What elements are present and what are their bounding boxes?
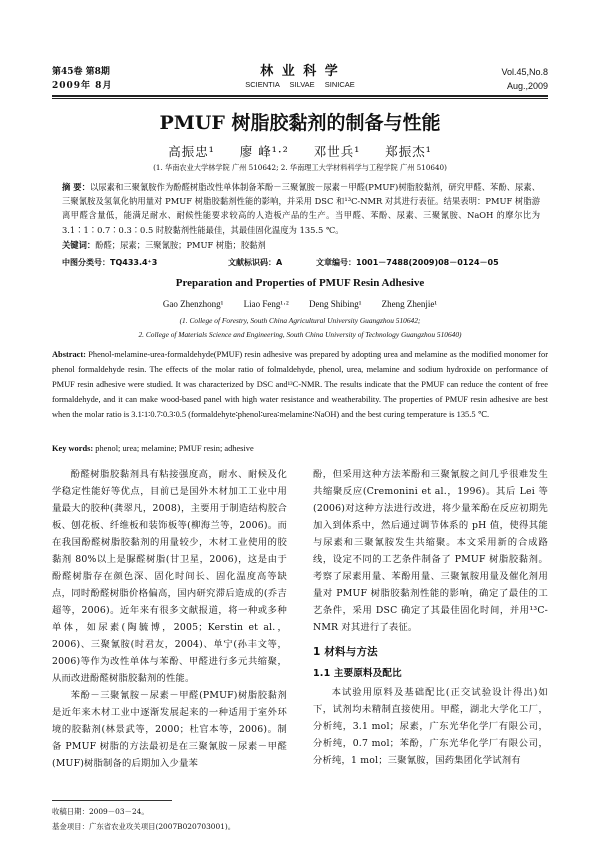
affiliation-en-2: 2. College of Materials Science and Engineering, South China University of Technology Guangzhou 510640) xyxy=(138,330,462,339)
abstract-en-text: Phenol-melamine-urea-formaldehyde(PMUF) resin adhesive was prepared by adopting urea and melamine as the modified monomer for phenol formaldehyde resin. The effects of the molar ratio of folmaldehyde, phenol, urea, melamine and sodium hydroxide on performance of PMUF resin adhesive were studied. It was characterized by DSC and¹³C-NMR. The results indicate that the PMUF can reduce the content of free formaldehyde, and it can make wood-based panel with high water resistance and weatherability. The properties of PMUF resin adhesive are best when the molar ratio is 3.1∶1∶0.7∶0.3∶0.5 (formaldehyte∶phenol∶urea∶melamine∶NaOH) and the best curing temperature is 135.5 ℃. xyxy=(52,350,549,419)
header-rule xyxy=(52,95,548,97)
body-paragraph: 本试验用原料及基础配比(正交试验设计得出)如下，试剂均未精制直接使用。甲醛，湖北大学化工厂，分析纯，3.1 mol；尿素，广东光华化学厂有限公司，分析纯，0.7 mol；苯酚，广东光华化学厂有限公司，分析纯，1 mol；三聚氰胺，国药集团化学试剂有 xyxy=(313,687,548,766)
author: 邓世兵¹ xyxy=(313,144,361,159)
author: 郑振杰¹ xyxy=(385,144,432,159)
author-en: Deng Shibing¹ xyxy=(308,299,362,309)
author-list-en xyxy=(0,299,600,309)
author-en: Gao Zhenzhong¹ xyxy=(162,299,224,309)
journal-title-cn: 林 业 科 学 xyxy=(260,64,340,79)
keywords-en-label: Key words: xyxy=(52,444,94,453)
author: 廖 峰¹·² xyxy=(239,144,289,159)
body-paragraph: 酚，但采用这种方法苯酚和三聚氰胺之间几乎很难发生共缩聚反应(Cremonini et al.，1996)。其后 Lei 等(2006)对这种方法进行改进，将少量苯酚在反应初期先加入到体系中，然后通过调节体系的 pH 值，使得其能与尿素和三聚氰胺发生共缩聚。本文采用新的合成路线，设定不同的工艺条件制备了 PMUF 树脂胶黏剂。考察了尿素用量、苯酚用量、三聚氰胺用量及催化剂用量对 PMUF 树脂胶黏剂性能的影响，确定了最佳的工艺条件，采用 DSC 确定了其最佳固化时间，并用¹³C-NMR 对其进行了表征。 xyxy=(313,469,548,633)
footnote-rule xyxy=(52,800,172,801)
volume-en: Vol.45,No.8 xyxy=(501,67,548,77)
section-heading: 1 材料与方法 xyxy=(313,646,378,658)
journal-title-en: SCIENTIA SILVAE SINICAE xyxy=(245,80,355,89)
body-paragraph: 苯酚－三聚氰胺－尿素－甲醛(PMUF)树脂胶黏剂是近年来木材工业中逐渐发展起来的一种适用于室外环境的胶黏剂(林景武等，2000；杜官本等，2006)。制备 PMUF 树脂的方法最初是在三聚氰胺－尿素－甲醛(MUF)树脂制备的后期加入少量苯 xyxy=(52,690,287,769)
body-paragraph: 酚醛树脂胶黏剂具有粘接强度高，耐水、耐候及化学稳定性能好等优点，目前已是国外木材加工工业中用量最大的胶种(龚翠凡，2008)，主要用于制造结构胶合板、刨花板、纤维板和装饰板等(柳海兰等，2006)。而在我国酚醛树脂胶黏剂的用量较少，木材工业使用的胶黏剂 80%以上是脲醛树脂(甘卫星，2006)，这是由于酚醛树脂存在颜色深、固化时间长、固化温度高等缺点，同时酚醛树脂价格偏高，国内研究滞后造成的(乔吉超等，2006)。近年来有很多文献报道，将一种或多种单体，如尿素(陶毓博，2005；Kerstin et al.，2006)、三聚氰胺(时君友，2004)、单宁(孙丰文等，2006)等作为改性单体与苯酚、甲醛进行多元共缩聚，从而改进酚醛树脂胶黏剂的性能。 xyxy=(52,469,287,684)
footnote-fund: 基金项目：广东省农业攻关项目(2007B020703001)。 xyxy=(52,822,236,831)
body-left-column xyxy=(52,466,287,772)
paper-title: PMUF 树脂胶黏剂的制备与性能 xyxy=(159,112,441,134)
clc-number: 中图分类号：TQ433.4⁺3 xyxy=(62,258,158,267)
keywords-en xyxy=(52,444,254,453)
doc-code: 文献标识码：A xyxy=(228,258,283,267)
keywords-cn-label: 关键词： xyxy=(62,240,96,250)
author-list xyxy=(0,142,600,160)
keywords-cn-text: 酚醛；尿素；三聚氰胺；PMUF 树脂；胶黏剂 xyxy=(95,240,266,250)
abstract-cn-text: 以尿素和三聚氰胺作为酚醛树脂改性单体制备苯酚－三聚氰胺－尿素－甲醛(PMUF)树脂胶黏剂，研究甲醛、苯酚、尿素、三聚氰胺及氢氧化钠用量对 PMUF 树脂胶黏剂性能的影响，并采用 DSC 和¹³C-NMR 对其进行表征。结果表明：PMUF 树脂游离甲醛含量低，能满足耐水、耐候性能要求较高的人造板产品的生产。当甲醛、苯酚、尿素、三聚氰胺、NaOH 的摩尔比为 3.1∶1∶0.7∶0.3∶0.5 时胶黏剂性能最佳，其最佳固化温度为 135.5 ℃。 xyxy=(62,182,540,235)
issue-date: 2009年 8月 xyxy=(52,81,113,91)
subsection-heading: 1.1 主要原料及配比 xyxy=(313,668,402,679)
body-right-column xyxy=(313,466,548,769)
affiliation-en-1: (1. College of Forestry, South China Agricultural University Guangzhou 510642; xyxy=(179,316,421,325)
date-en: Aug.,2009 xyxy=(506,81,548,91)
keywords-en-text: phenol; urea; melamine; PMUF resin; adhesive xyxy=(95,444,254,453)
abstract-cn-label: 摘 要： xyxy=(62,182,90,192)
affiliation: (1. 华南农业大学林学院 广州 510642; 2. 华南理工大学材料科学与工程学院 广州 510640) xyxy=(153,163,447,172)
paper-title-en: Preparation and Properties of PMUF Resin Adhesive xyxy=(175,277,425,289)
footnote-received: 收稿日期：2009－03－24。 xyxy=(52,807,149,816)
abstract-en xyxy=(52,347,548,422)
keywords-cn xyxy=(62,238,540,252)
author: 高振忠¹ xyxy=(168,144,215,159)
volume-issue: 第45卷 第8期 xyxy=(52,67,110,77)
header-rule-thin xyxy=(52,98,548,99)
author-en: Liao Feng¹·² xyxy=(243,299,289,309)
article-number: 文章编号：1001－7488(2009)08－0124－05 xyxy=(316,258,499,267)
abstract-cn xyxy=(62,180,540,237)
author-en: Zheng Zhenjie¹ xyxy=(381,299,438,309)
abstract-en-label: Abstract: xyxy=(52,350,86,359)
